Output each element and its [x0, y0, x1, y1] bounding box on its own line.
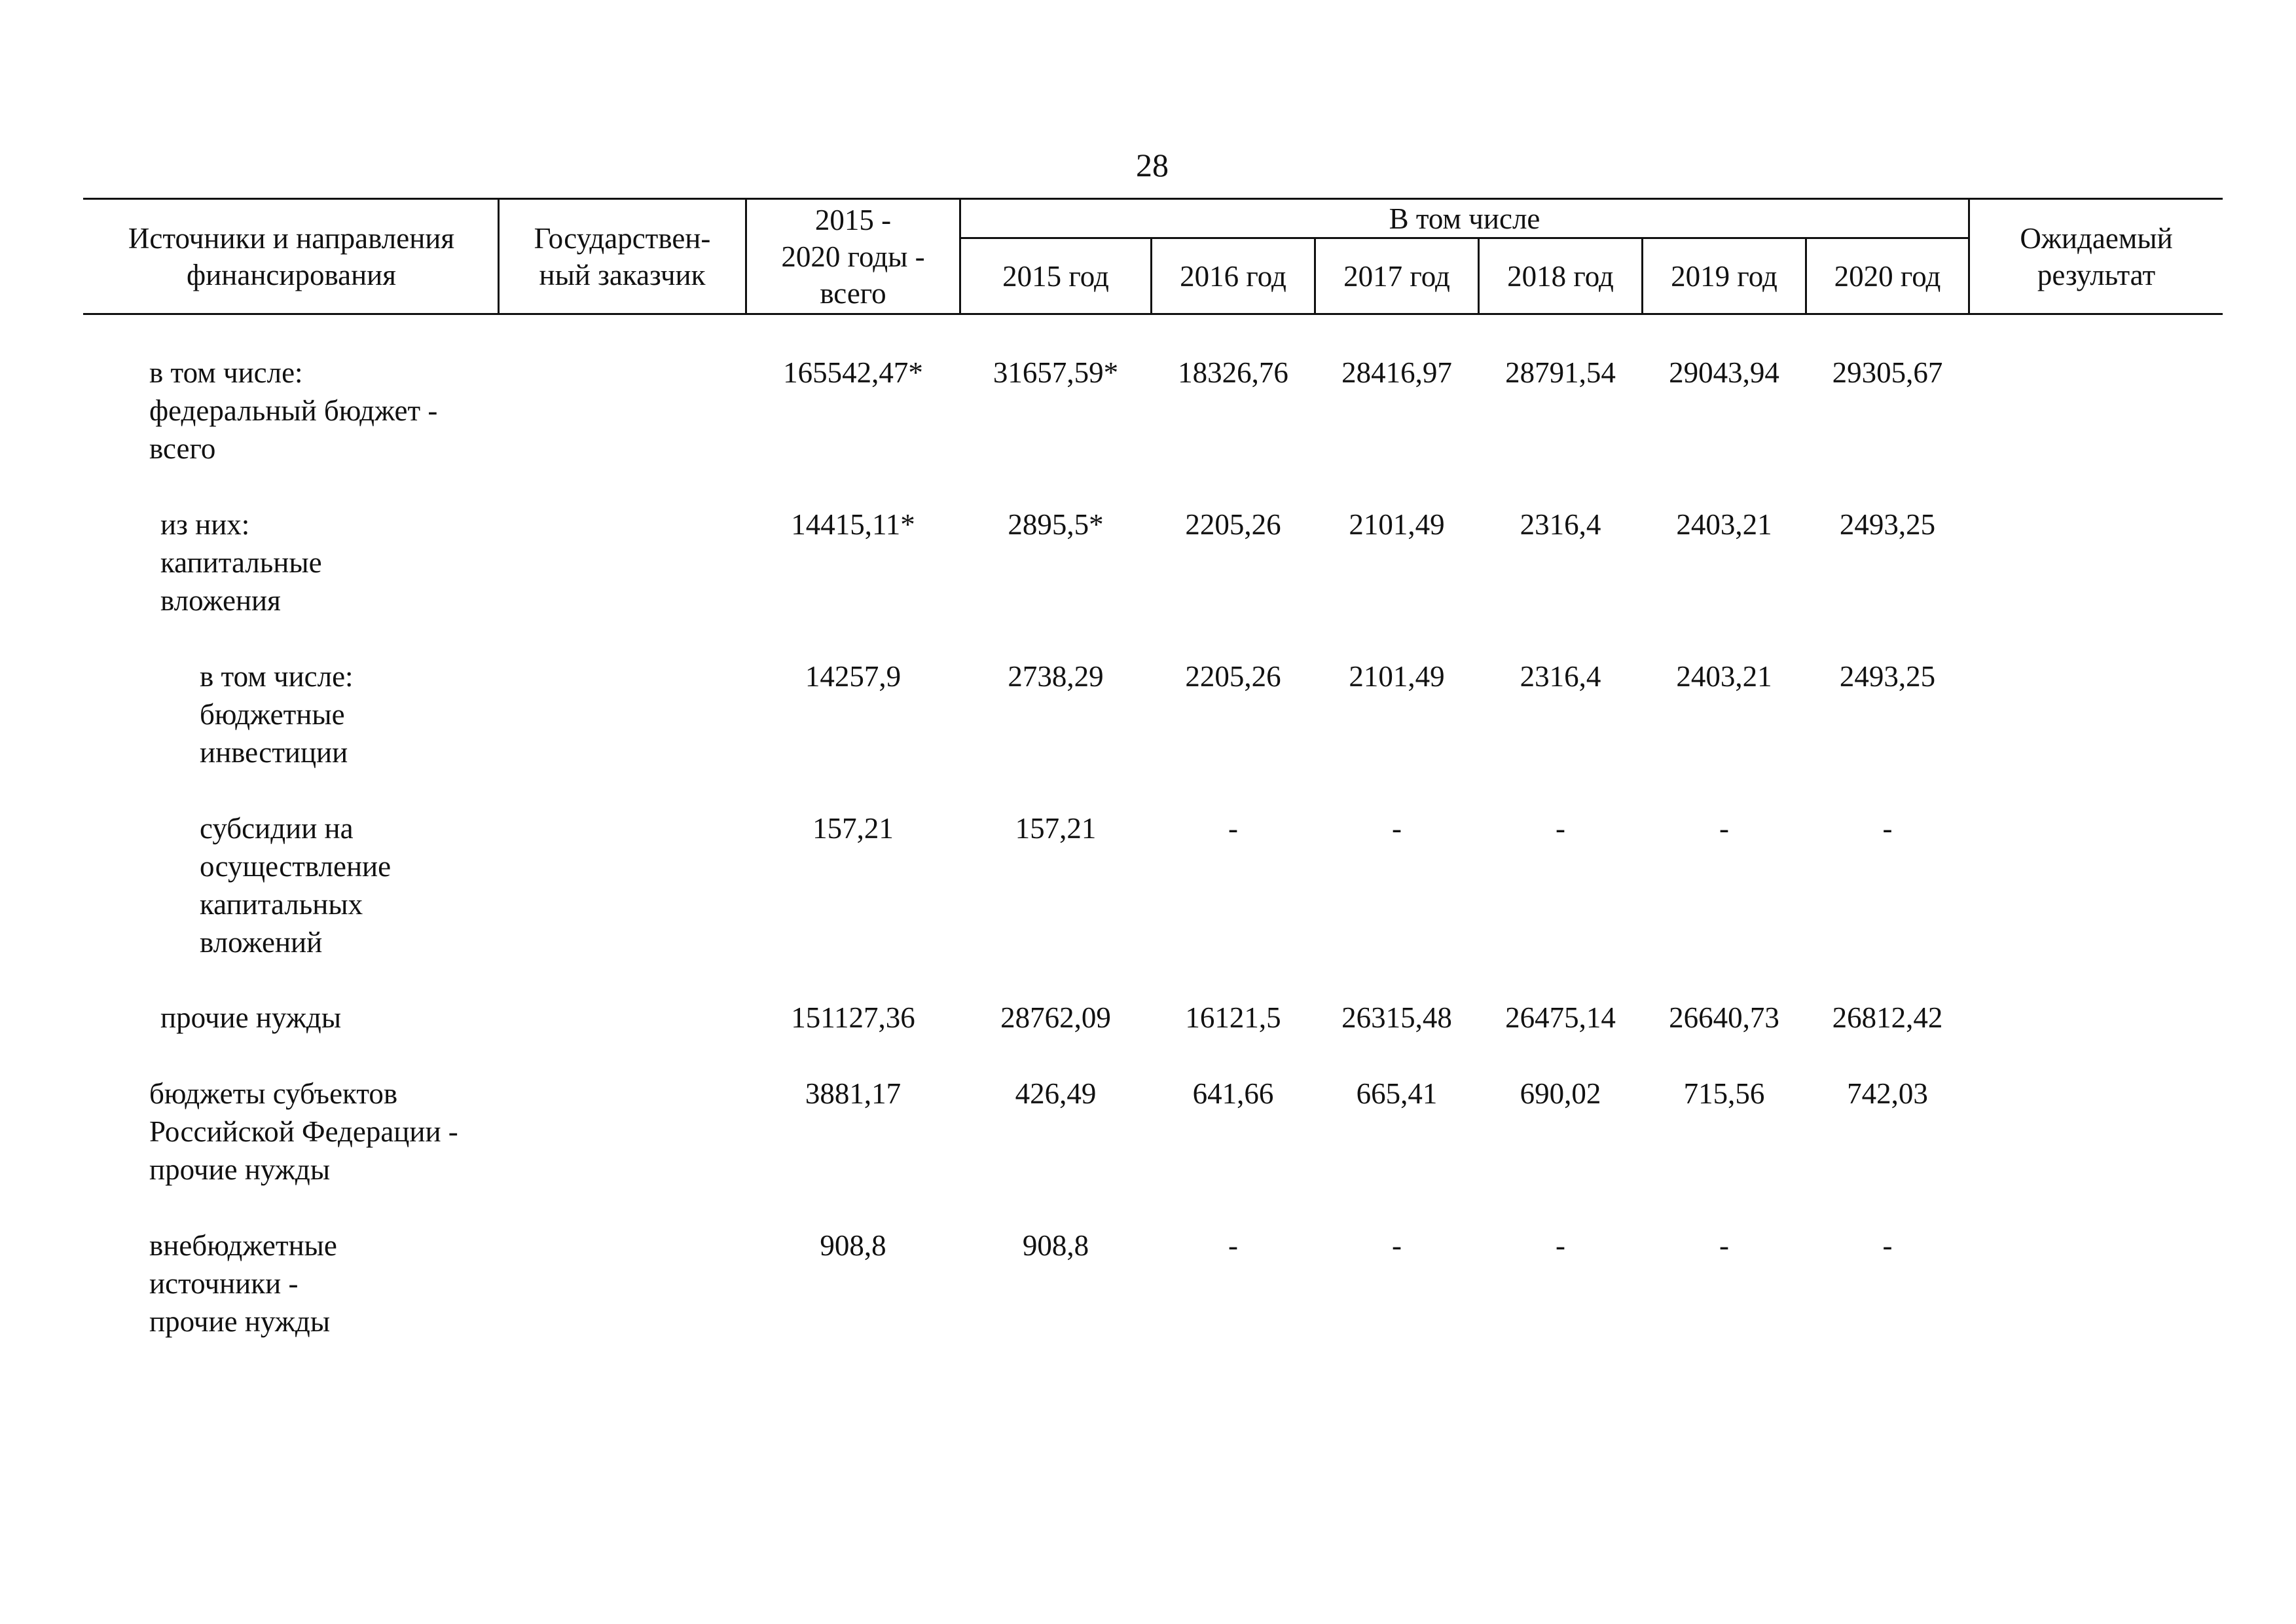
header-year-2019: 2019 год: [1671, 259, 1777, 293]
header-year-2020: 2020 год: [1834, 259, 1941, 293]
table-cell: -: [1719, 812, 1729, 845]
table-cell: -: [1882, 812, 1893, 845]
table-cell: 157,21: [812, 812, 894, 845]
header-year-2016: 2016 год: [1180, 259, 1286, 293]
table-cell: 157,21: [1015, 812, 1097, 845]
header-bottom-rule: [83, 313, 2223, 315]
table-cell: 426,49: [1015, 1077, 1097, 1110]
row-label-budget-investments: в том числе: бюджетные инвестиции: [200, 660, 354, 769]
table-cell: 165542,47*: [783, 356, 923, 389]
table-cell: 26475,14: [1505, 1001, 1616, 1034]
header-year-2015: 2015 год: [1002, 259, 1109, 293]
table-cell: -: [1882, 1229, 1893, 1262]
page-number: 28: [1136, 147, 1169, 183]
table-cell: -: [1719, 1229, 1729, 1262]
header-group: В том числе: [1389, 202, 1540, 235]
table-cell: 690,02: [1520, 1077, 1601, 1110]
table-cell: -: [1392, 1229, 1402, 1262]
table-cell: 16121,5: [1185, 1001, 1281, 1034]
table-cell: 742,03: [1847, 1077, 1928, 1110]
table-cell: 2316,4: [1520, 660, 1601, 693]
table-cell: 28791,54: [1505, 356, 1616, 389]
table-cell: 31657,59*: [993, 356, 1119, 389]
table-cell: 14415,11*: [791, 508, 915, 541]
table-cell: 2205,26: [1185, 660, 1281, 693]
row-label-capital-subsidies: субсидии на осуществление капитальных вложений: [200, 812, 392, 959]
table-cell: 26315,48: [1341, 1001, 1452, 1034]
table-cell: 2895,5*: [1008, 508, 1104, 541]
table-cell: 641,66: [1192, 1077, 1274, 1110]
table-cell: 2738,29: [1008, 660, 1104, 693]
row-label-regional-budgets: бюджеты субъектов Российской Федерации - прочие нужды: [149, 1077, 458, 1186]
table-cell: -: [1392, 812, 1402, 845]
table-cell: -: [1228, 1229, 1238, 1262]
table-cell: 28762,09: [1000, 1001, 1111, 1034]
table-cell: 26640,73: [1669, 1001, 1779, 1034]
table-cell: 2205,26: [1185, 508, 1281, 541]
table-cell: 2101,49: [1349, 508, 1445, 541]
table-cell: -: [1228, 812, 1238, 845]
header-year-2018: 2018 год: [1507, 259, 1614, 293]
table-cell: 908,8: [1022, 1229, 1089, 1262]
table-cell: 908,8: [820, 1229, 886, 1262]
header-year-2017: 2017 год: [1343, 259, 1450, 293]
table-cell: 151127,36: [791, 1001, 915, 1034]
row-label-extrabudgetary: внебюджетные источники - прочие нужды: [149, 1229, 337, 1338]
header-source: Источники и направления финансирования: [128, 221, 455, 291]
row-label-other-needs: прочие нужды: [160, 1001, 342, 1034]
row-label-federal-budget: в том числе: федеральный бюджет - всего: [149, 356, 438, 465]
table-cell: 29043,94: [1669, 356, 1779, 389]
table-cell: 28416,97: [1341, 356, 1452, 389]
table-cell: -: [1556, 812, 1565, 845]
table-cell: 2403,21: [1676, 508, 1772, 541]
table-cell: 2493,25: [1839, 660, 1936, 693]
table-cell: 14257,9: [805, 660, 902, 693]
table-cell: 26812,42: [1832, 1001, 1943, 1034]
table-cell: 3881,17: [805, 1077, 902, 1110]
header-customer: Государствен- ный заказчик: [534, 221, 711, 291]
table-cell: 18326,76: [1178, 356, 1288, 389]
row-label-capital-investments: из них: капитальные вложения: [160, 508, 322, 617]
table-cell: 665,41: [1356, 1077, 1438, 1110]
header-total: 2015 - 2020 годы - всего: [781, 203, 925, 310]
table-cell: 715,56: [1683, 1077, 1765, 1110]
table-cell: 29305,67: [1832, 356, 1943, 389]
table-cell: 2403,21: [1676, 660, 1772, 693]
table-cell: 2316,4: [1520, 508, 1601, 541]
header-result: Ожидаемый результат: [2020, 221, 2173, 291]
table-cell: -: [1556, 1229, 1565, 1262]
table-cell: 2101,49: [1349, 660, 1445, 693]
table-cell: 2493,25: [1839, 508, 1936, 541]
